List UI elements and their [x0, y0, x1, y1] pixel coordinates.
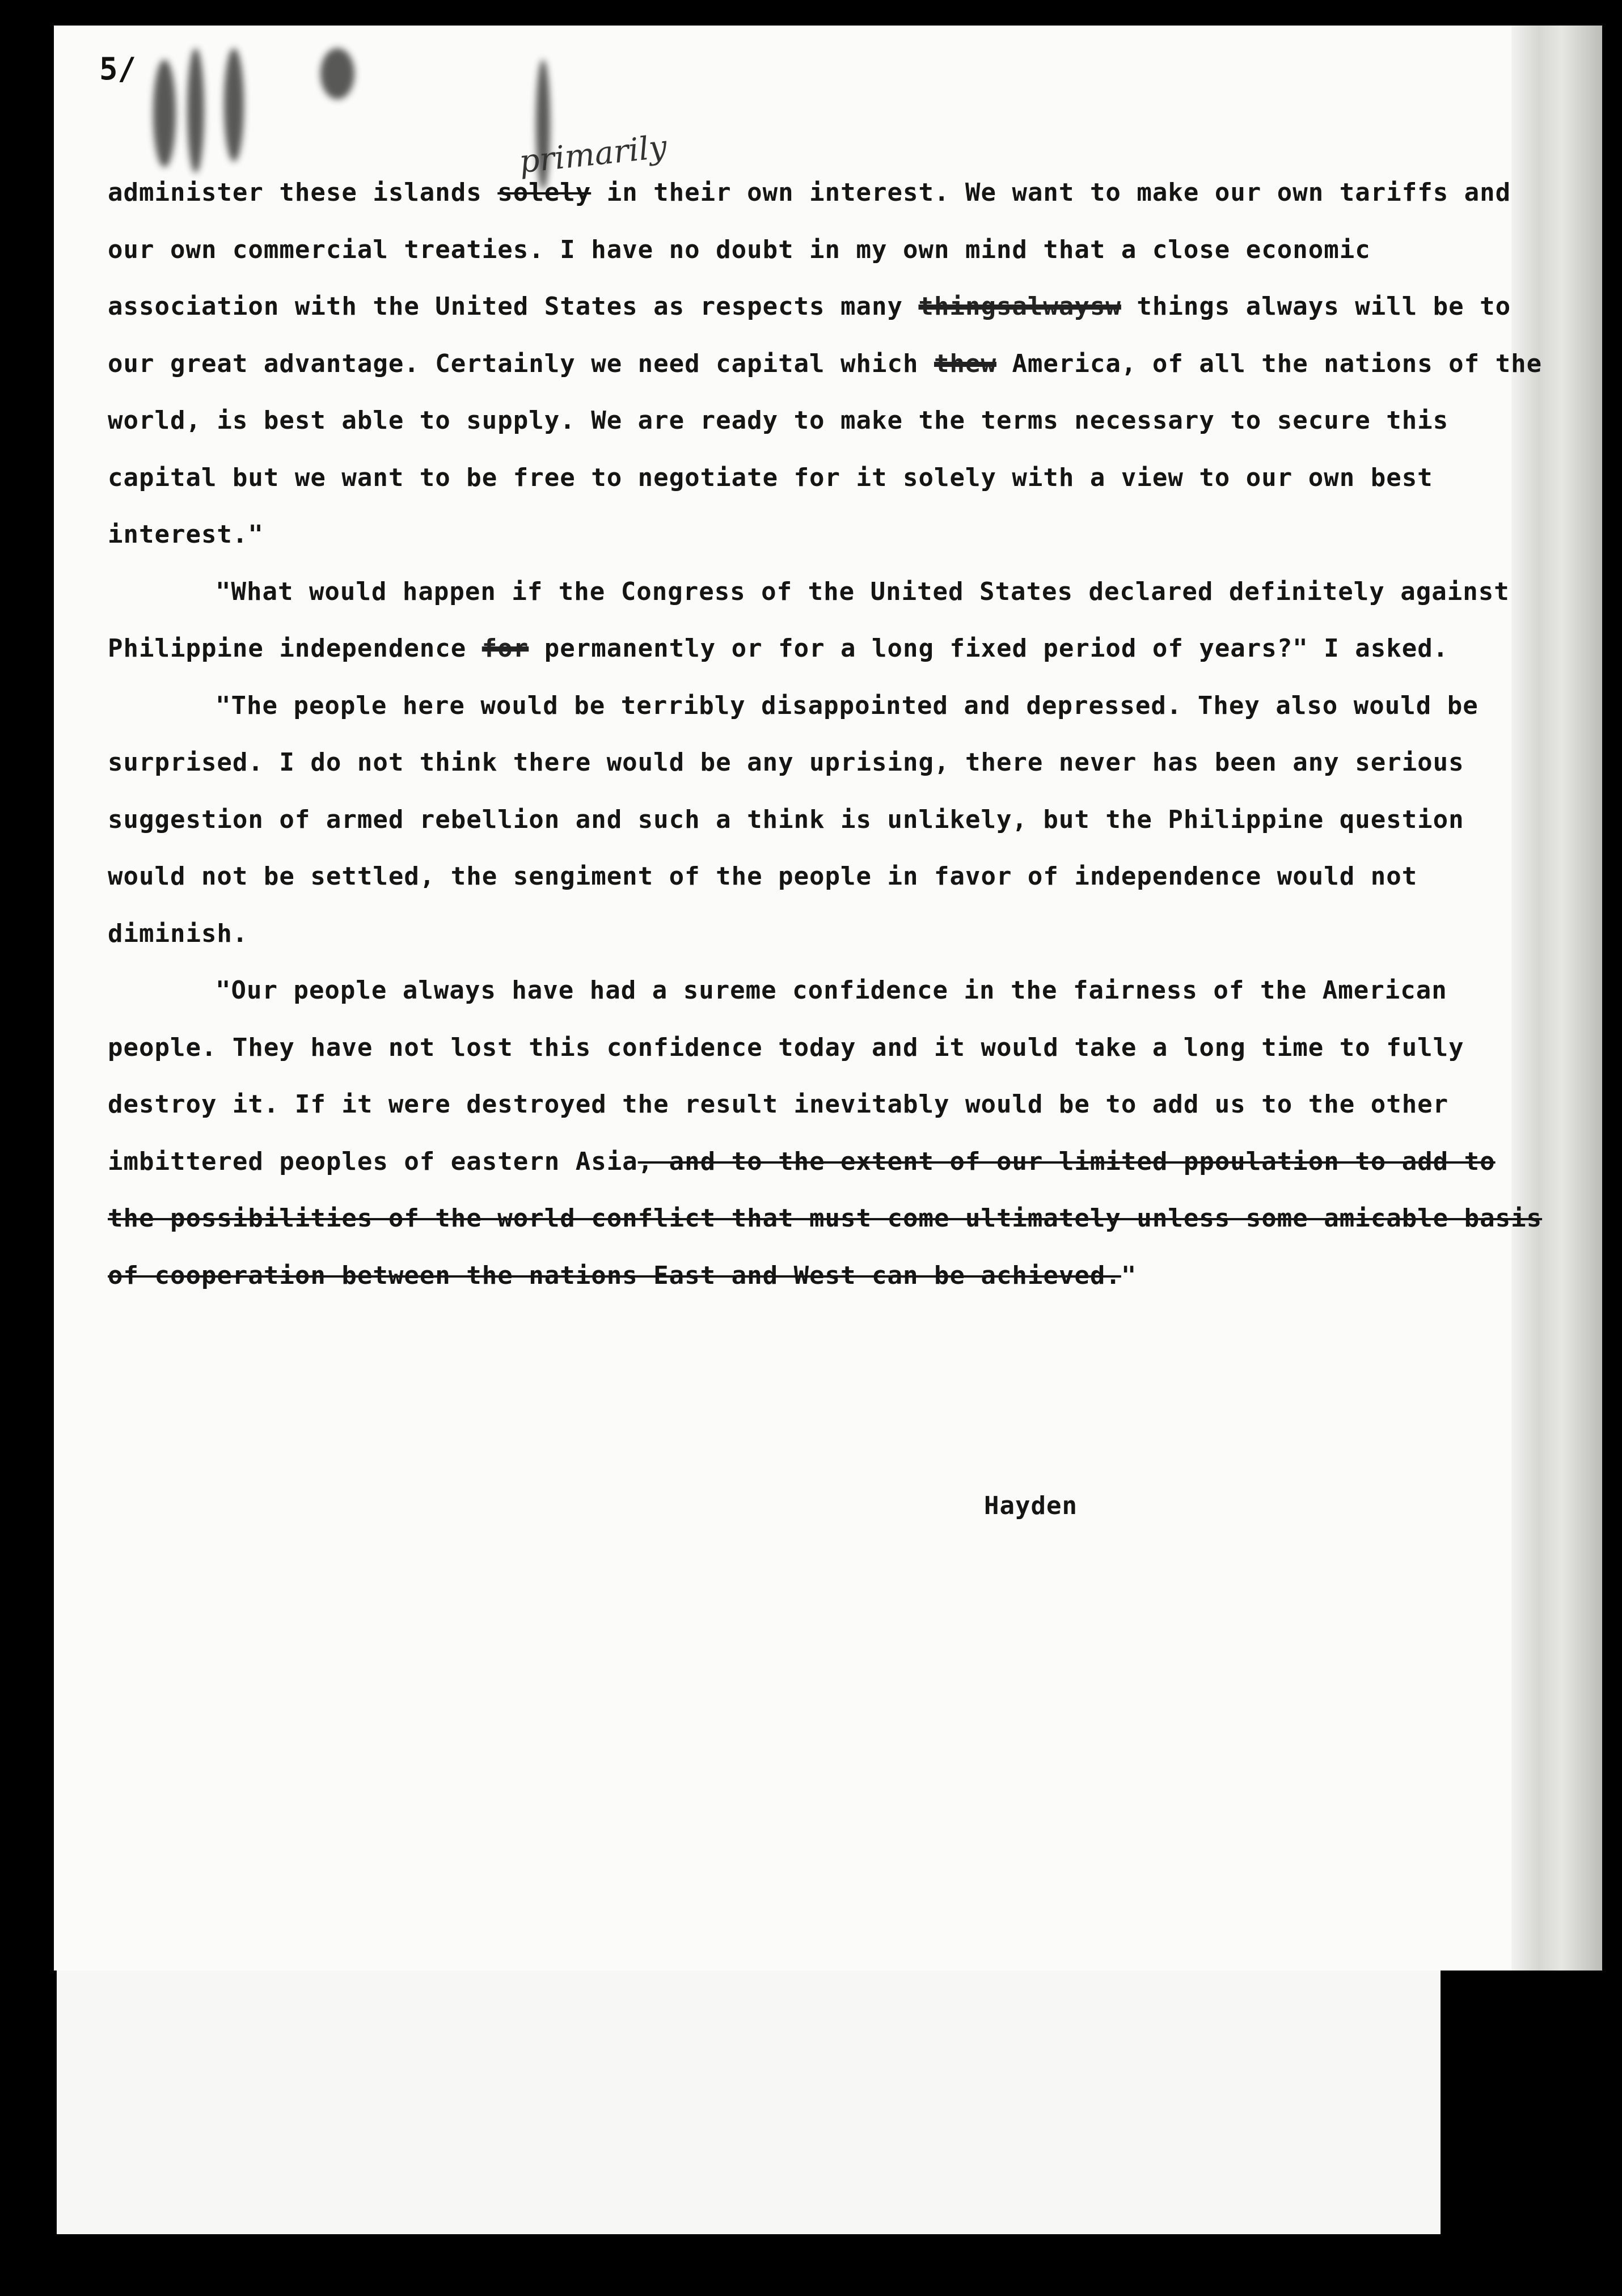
text-run: "Our people always have had a sureme confidence in the fairness of the American people. They have not lost this confidence today and it would take a long time to fully destroy it. If it were destroyed the result inevitably would be to add us to the other imbittered peoples of eastern Asia [108, 976, 1464, 1176]
struck-word: solely [497, 178, 592, 207]
signature: Hayden [984, 1491, 1078, 1520]
text-run: America, of all the nations of the world, is best able to supply. We are ready to make the terms necessary to secure this capital but we want to be free to negotiate for it solely with a view to our own best interest." [108, 349, 1543, 549]
paragraph-4 [108, 962, 1548, 1304]
typed-page [54, 26, 1602, 1971]
scribbled-word: thingsalwaysw [918, 292, 1121, 321]
handwritten-insert-primarily: primarily [517, 128, 669, 181]
underlying-sheet [57, 1939, 1441, 2234]
text-run: "The people here would be terribly disappointed and depressed. They also would be surprised. I do not think there would be any uprising, there never has been any serious suggestion of armed rebellion and such a think is unlikely, but the Philippine question would not be settled, the sengiment of the people in favor of independence would not diminish. [108, 691, 1479, 948]
text-run: permanently or for a long fixed period of years?" I asked. [529, 634, 1449, 663]
text-run: "What would happen if the Congress of the United States declared definitely against Philippine independence [108, 577, 1510, 663]
ink-smudge [320, 48, 354, 99]
scribbled-word: thew [934, 349, 996, 378]
scribbled-word: for [481, 634, 529, 663]
paragraph-1 [108, 164, 1548, 564]
struck-passage: , and to the extent of our limited ppoulation to add to the possibilities of the world conflict that must come ultimately unless some amicable basis of cooperation between the nations East and West can be achieved. [108, 1147, 1543, 1290]
page-number: 5/ [99, 51, 137, 87]
ink-smudge [153, 60, 176, 167]
text-run: " [1121, 1261, 1137, 1290]
text-run: administer these islands [108, 178, 498, 207]
text-run: in their own interest. We want to make our own tariffs and our own commercial treaties. I have no doubt in my own mind that a close economic association with the United States as respects many [108, 178, 1511, 321]
ink-smudge [187, 48, 204, 173]
paragraph-2 [108, 564, 1548, 678]
paragraph-3 [108, 678, 1548, 963]
text-run: things always will be to our great advantage. Certainly we need capital which [108, 292, 1511, 378]
document-body [108, 164, 1548, 1304]
ink-smudge [224, 48, 244, 162]
